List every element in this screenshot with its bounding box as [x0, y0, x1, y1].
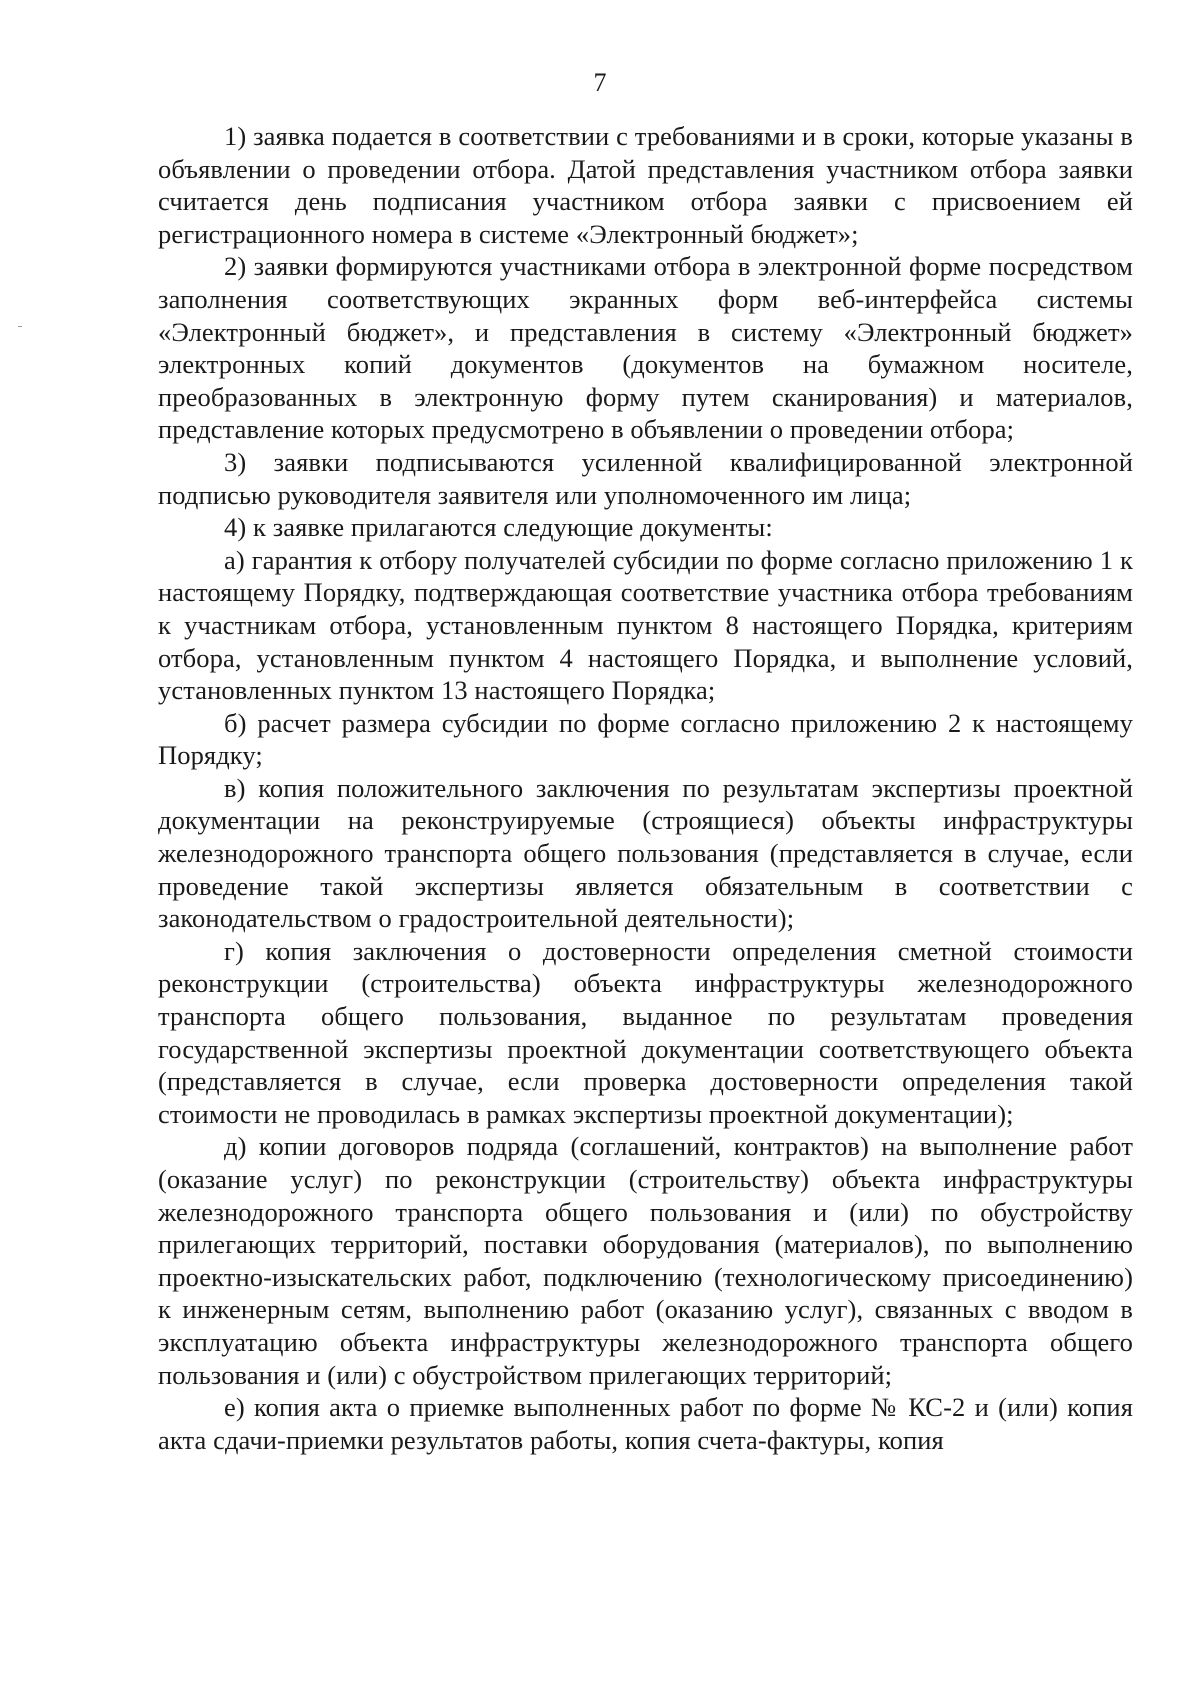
paragraph-subitem-v: в) копия положительного заключения по результатам экспертизы проектной документации на реконструируемые (строящиеся) объекты инфраструктуры железнодорожного транспорта общего пользования (представляется в случае, если проведение такой экспертизы является обязательным в соответствии с законодательством о градостроительной деятельности); [158, 772, 1133, 934]
paragraph-item-3: 3) заявки подписываются усиленной квалифицированной электронной подписью руководителя заявителя или уполномоченного им лица; [158, 446, 1133, 510]
paragraph-item-4: 4) к заявке прилагаются следующие документы: [224, 512, 773, 543]
paragraph-subitem-e: е) копия акта о приемке выполненных работ по форме № КС-2 и (или) копия акта сдачи-приемки результатов работы, копия счета-фактуры, копия [158, 1392, 1133, 1455]
paragraph-subitem-b: б) расчет размера субсидии по форме согласно приложению 2 к настоящему Порядку; [158, 707, 1133, 771]
paragraph-subitem-a: а) гарантия к отбору получателей субсидии по форме согласно приложению 1 к настоящему Порядку, подтверждающая соответствие участника отбора требованиям к участникам отбора, установленным пунктом 8 настоящего Порядка, критериям отбора, установленным пунктом 4 настоящего Порядка, и выполнение условий, установленных пунктом 13 настоящего Порядка; [158, 544, 1133, 706]
paragraph-item-1: 1) заявка подается в соответствии с требованиями и в сроки, которые указаны в объявлении о проведении отбора. Датой представления участником отбора заявки считается день подписания участником отбора заявки с присвоением ей регистрационного номера в системе «Электронный бюджет»; [158, 121, 1133, 249]
paragraph-subitem-d: д) копии договоров подряда (соглашений, контрактов) на выполнение работ (оказание услуг) по реконструкции (строительству) объекта инфраструктуры железнодорожного транспорта общего пользования и (или) по обустройству прилегающих территорий, поставки оборудования (материалов), по выполнению проектно-изыскательских работ, подключению (технологическому присоединению) к инженерным сетям, выполнению работ (оказанию услуг), связанных с вводом в эксплуатацию объекта инфраструктуры железнодорожного транспорта общего пользования и (или) с обустройством прилегающих территорий; [158, 1131, 1133, 1390]
document-body [158, 120, 1133, 1456]
paragraph-item-2: 2) заявки формируются участниками отбора в электронной форме посредством заполнения соответствующих экранных форм веб-интерфейса системы «Электронный бюджет», и представления в систему «Электронный бюджет» электронных копий документов (документов на бумажном носителе, преобразованных в электронную форму путем сканирования) и материалов, представление которых предусмотрено в объявлении о проведении отбора; [158, 251, 1133, 445]
scan-margin-mark [18, 326, 22, 327]
page-number: 7 [593, 68, 607, 97]
paragraph-subitem-g: г) копия заключения о достоверности определения сметной стоимости реконструкции (строительства) объекта инфраструктуры железнодорожного транспорта общего пользования, выданное по результатам проведения государственной экспертизы проектной документации соответствующего объекта (представляется в случае, если проверка достоверности определения такой стоимости не проводилась в рамках экспертизы проектной документации); [158, 935, 1133, 1129]
